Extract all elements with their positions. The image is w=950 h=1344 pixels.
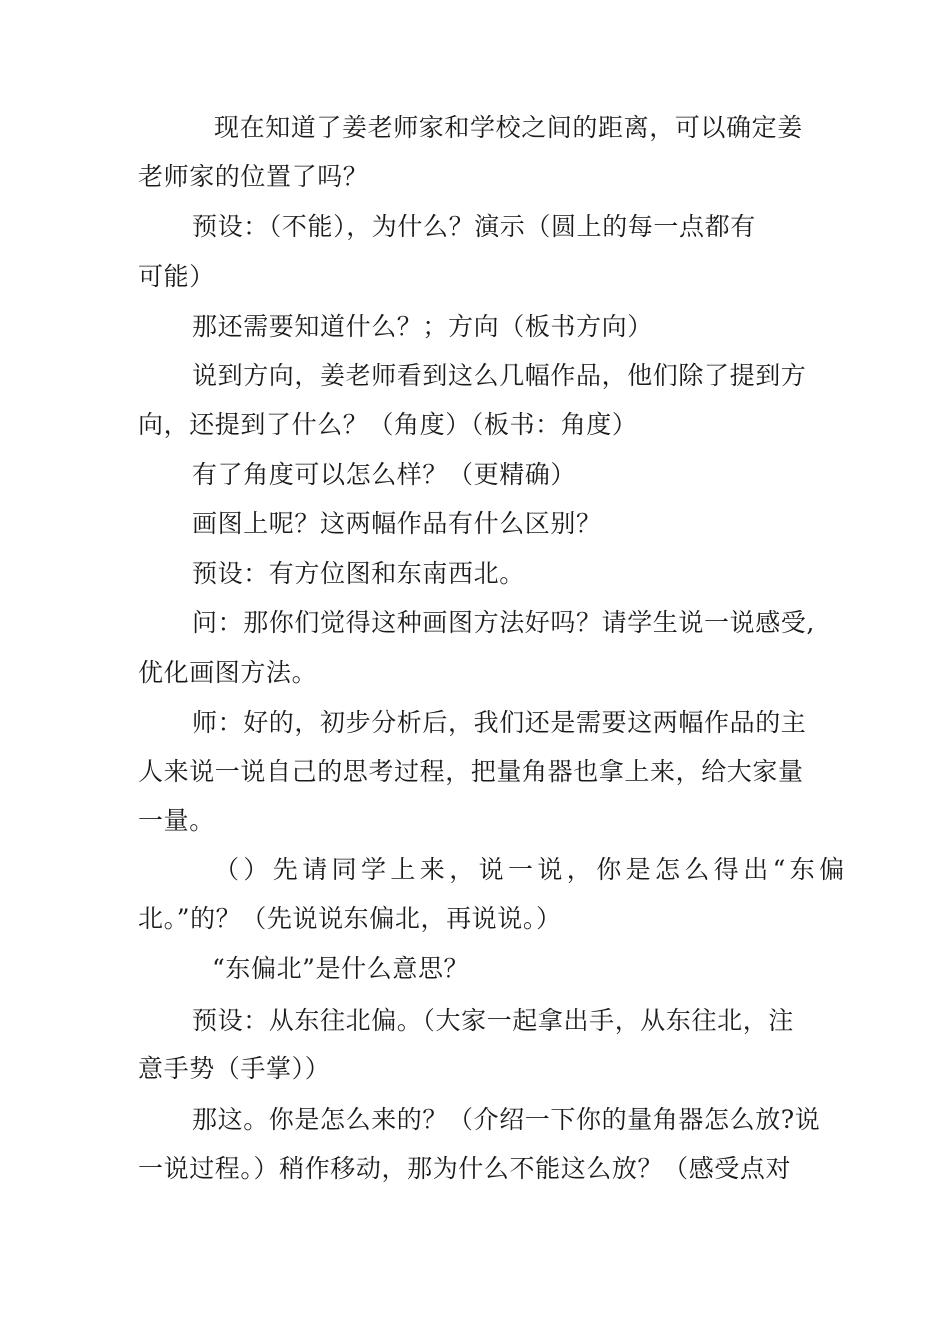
text-line: 预设：（不能），为什么？演示（圆上的每一点都有 <box>192 212 756 241</box>
text-line: “东偏北”是什么意思？ <box>212 954 470 983</box>
text-line: 老师家的位置了吗？ <box>138 162 369 191</box>
text-line: （）先请同学上来，说一说，你是怎么得出“东偏 <box>214 855 849 884</box>
text-line: 说到方向，姜老师看到这么几幅作品，他们除了提到方 <box>192 361 807 390</box>
text-line: 一量。 <box>138 806 215 835</box>
text-line: 有了角度可以怎么样？（更精确） <box>192 460 577 489</box>
text-line: 北。”的？（先说说东偏北，再说说。） <box>138 904 562 933</box>
text-line: 一说过程。）稍作移动，那为什么不能这么放？（感受点对 <box>138 1154 792 1183</box>
text-line: 那还需要知道什么？；方向（板书方向） <box>192 312 653 341</box>
text-line: 意手势（手掌）） <box>138 1054 331 1083</box>
text-line: 现在知道了姜老师家和学校之间的距离，可以确定姜 <box>214 113 803 142</box>
text-line: 那这。你是怎么来的？（介绍一下你的量角器怎么放?说 <box>192 1105 821 1134</box>
text-line: 预设：有方位图和东南西北。 <box>192 559 525 588</box>
text-line: 人来说一说自己的思考过程，把量角器也拿上来，给大家量 <box>138 757 804 786</box>
text-line: 优化画图方法。 <box>138 658 318 687</box>
text-line: 可能） <box>138 262 215 291</box>
text-line: 预设：从东往北偏。（大家一起拿出手，从东往北，注 <box>192 1006 794 1035</box>
text-line: 问：那你们觉得这种画图方法好吗？请学生说一说感受, <box>192 608 815 637</box>
text-line: 画图上呢？这两幅作品有什么区别？ <box>192 509 602 538</box>
text-line: 向，还提到了什么？（角度）（板书：角度） <box>138 410 638 439</box>
text-line: 师：好的，初步分析后，我们还是需要这两幅作品的主 <box>192 708 807 737</box>
